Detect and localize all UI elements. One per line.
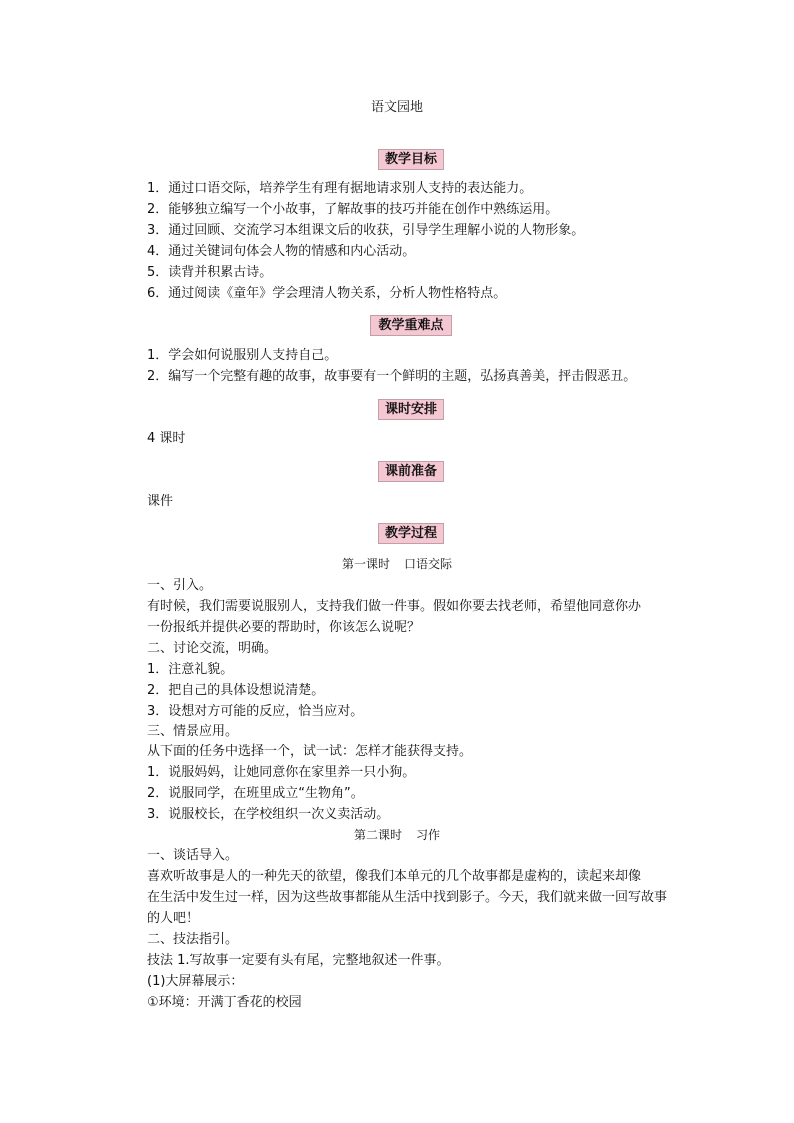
lesson1-step-heading: 三、情景应用。	[147, 724, 239, 739]
page-title: 语文园地	[370, 100, 423, 115]
lesson2-step-heading: 一、谈话导入。	[147, 848, 239, 863]
lesson1-step-heading: 二、讨论交流，明确。	[147, 641, 278, 656]
lesson2-intro-text: 在生活中发生过一样，因为这些故事都能从生活中找到影子。今天，我们就来做一回写故事	[147, 890, 668, 905]
lesson1-discussion-item: 3．设想对方可能的反应，恰当应对。	[147, 704, 364, 719]
lesson1-topic: 口语交际	[404, 557, 453, 571]
schedule-text: 4 课时	[147, 431, 186, 446]
goal-item: 4．通过关键词句体会人物的情感和内心活动。	[147, 244, 416, 259]
lesson2-topic: 习作	[416, 828, 441, 842]
goal-item: 5．读背并积累古诗。	[147, 265, 273, 280]
lesson1-discussion-item: 1．注意礼貌。	[147, 662, 234, 677]
lesson1-scenario-item: 2．说服同学，在班里成立“生物角”。	[147, 786, 364, 801]
section-heading-key-points: 教学重难点	[370, 315, 452, 336]
section-heading-goals: 教学目标	[378, 149, 444, 170]
goal-item: 2．能够独立编写一个小故事，了解故事的技巧并能在创作中熟练运用。	[147, 202, 559, 217]
lesson1-subheading	[0, 555, 794, 573]
lesson1-scenario-intro: 从下面的任务中选择一个，试一试：怎样才能获得支持。	[147, 744, 473, 759]
key-point-item: 1．学会如何说服别人支持自己。	[147, 348, 338, 363]
section-heading-process: 教学过程	[378, 523, 444, 544]
section-heading-schedule: 课时安排	[378, 399, 444, 420]
lesson2-subheading	[0, 826, 794, 844]
goal-item: 6．通过阅读《童年》学会理清人物关系，分析人物性格特点。	[147, 286, 507, 301]
lesson1-title: 第一课时	[341, 557, 390, 571]
lesson1-discussion-item: 2．把自己的具体设想说清楚。	[147, 683, 325, 698]
lesson1-intro-text: 有时候，我们需要说服别人，支持我们做一件事。假如你要去找老师，希望他同意你办	[147, 599, 642, 614]
lesson1-scenario-item: 3．说服校长，在学校组织一次义卖活动。	[147, 807, 390, 822]
lesson2-step-heading: 二、技法指引。	[147, 932, 239, 947]
goal-item: 3．通过回顾、交流学习本组课文后的收获，引导学生理解小说的人物形象。	[147, 223, 585, 238]
prep-text: 课件	[147, 494, 174, 509]
section-heading-prep: 课前准备	[378, 461, 444, 482]
lesson1-scenario-item: 1．说服妈妈，让她同意你在家里养一只小狗。	[147, 765, 416, 780]
goal-item: 1．通过口语交际，培养学生有理有据地请求别人支持的表达能力。	[147, 181, 533, 196]
lesson2-intro-text: 的人吧！	[147, 911, 200, 926]
key-point-item: 2．编写一个完整有趣的故事，故事要有一个鲜明的主题，弘扬真善美，抨击假恶丑。	[147, 369, 637, 384]
lesson2-screen-label: (1)大屏幕展示：	[147, 974, 244, 989]
lesson2-technique: 技法 1.写故事一定要有头有尾，完整地叙述一件事。	[147, 953, 450, 968]
lesson2-title: 第二课时	[353, 828, 402, 842]
lesson1-intro-text: 一份报纸并提供必要的帮助时，你该怎么说呢？	[147, 620, 421, 635]
lesson2-intro-text: 喜欢听故事是人的一种先天的欲望，像我们本单元的几个故事都是虚构的，读起来却像	[147, 869, 642, 884]
lesson2-environment: ①环境：开满丁香花的校园	[147, 995, 302, 1010]
lesson1-step-heading: 一、引入。	[147, 578, 213, 593]
